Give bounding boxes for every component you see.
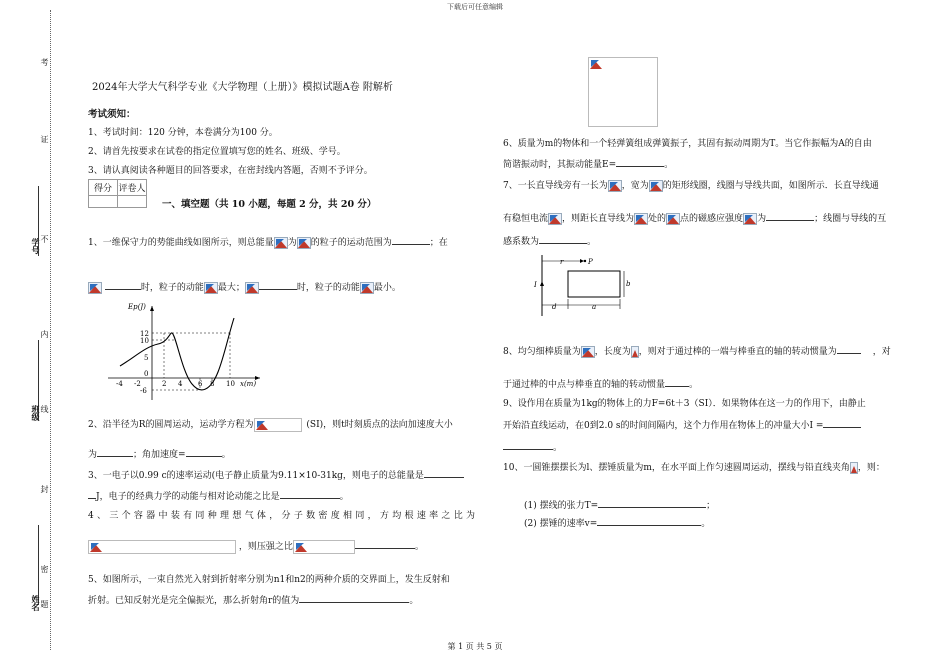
notice-title: 考试须知： bbox=[88, 109, 136, 120]
question-4-line2 bbox=[88, 539, 424, 554]
q10-text-c: (1) 摆线的张力T= bbox=[524, 501, 599, 511]
q7-text-h: 为 bbox=[757, 214, 767, 224]
q6-text-c: 。 bbox=[664, 160, 674, 170]
side-bu: 不 bbox=[40, 235, 49, 243]
q8-text-c: ，则对于通过棒的一端与棒垂直的轴的转动惯量为 bbox=[638, 347, 837, 357]
xuehao-line bbox=[38, 186, 40, 256]
formula-image-icon bbox=[204, 282, 218, 294]
section-heading: 一、填空题（共 10 小题，每题 2 分，共 20 分） bbox=[162, 199, 377, 210]
question-5-line2 bbox=[88, 593, 418, 606]
question-8-line2 bbox=[503, 377, 698, 390]
question-3-line2 bbox=[88, 489, 349, 502]
q5-text-c: 。 bbox=[409, 596, 419, 606]
question-7-line2 bbox=[503, 211, 886, 225]
q8-text-d: ，对 bbox=[872, 347, 891, 357]
q3-text-b: J，电子的经典力学的动能与相对论动能之比是 bbox=[96, 492, 280, 502]
q10-blank-1[interactable] bbox=[598, 498, 706, 508]
q7-text-k: 。 bbox=[587, 237, 597, 247]
formula-image-icon bbox=[631, 346, 639, 358]
formula-image-icon bbox=[254, 418, 302, 432]
q7-text-b: ，宽为 bbox=[621, 181, 649, 191]
ytick: 0 bbox=[144, 370, 149, 378]
question-4: 4、三个容器中装有同种理想气体，分子数密度相同，方均根速率之比为 bbox=[88, 511, 479, 521]
q10-text-e: (2) 摆锤的速率v= bbox=[524, 519, 598, 529]
question-1-line2 bbox=[88, 280, 401, 294]
side-xuehao: 学号 bbox=[31, 238, 41, 254]
q7-text-d: 有稳恒电流 bbox=[503, 214, 549, 224]
formula-image-icon bbox=[274, 237, 288, 249]
side-xingming: 姓名 bbox=[31, 595, 41, 611]
notice-2: 2、请首先按要求在试卷的指定位置填写您的姓名、班级、学号。 bbox=[88, 147, 346, 157]
question-1 bbox=[88, 235, 448, 249]
notice-1: 1、考试时间：120 分钟，本卷满分为100 分。 bbox=[88, 128, 278, 138]
formula-image-icon bbox=[634, 213, 648, 225]
q5-blank-1[interactable] bbox=[299, 593, 409, 603]
q8-blank-1[interactable] bbox=[837, 344, 861, 354]
q3-blank-1b[interactable] bbox=[88, 489, 96, 499]
side-zheng: 证 bbox=[40, 135, 49, 143]
q1-blank-3[interactable] bbox=[259, 280, 297, 290]
top-note: 下载后可任意编辑 bbox=[447, 3, 503, 11]
q7-text-f: 处的 bbox=[648, 214, 667, 224]
page-footer: 第 1 页 共 5 页 bbox=[447, 642, 503, 651]
q7-text-e: ，则距长直导线为 bbox=[562, 214, 635, 224]
q9-blank-1[interactable] bbox=[823, 418, 861, 428]
q7-text-a: 7、一长直导线旁有一长为 bbox=[503, 181, 608, 191]
q8-blank-2[interactable] bbox=[665, 377, 689, 387]
score-cell[interactable] bbox=[89, 196, 118, 208]
formula-image-icon bbox=[850, 462, 858, 474]
q2-blank-1[interactable] bbox=[97, 447, 133, 457]
formula-image-icon bbox=[608, 180, 622, 192]
q1-text-e: 时，粒子的动能 bbox=[140, 283, 204, 293]
xtick: 10 bbox=[226, 380, 235, 388]
question-9: 9、设作用在质量为1kg的物体上的力F=6t＋3（SI）．如果物体在这一力的作用下，由静止 bbox=[503, 399, 866, 409]
xtick: 6 bbox=[198, 380, 203, 388]
question-10 bbox=[503, 460, 885, 474]
q2-text-a: 2、沿半径为R的圆周运动，运动学方程为 bbox=[88, 420, 254, 430]
q10-text-b: ，则： bbox=[857, 463, 885, 473]
side-ti: 题 bbox=[40, 600, 49, 608]
notice-3: 3、请认真阅读各种题目的回答要求，在密封线内答题，否则不予评分。 bbox=[88, 166, 373, 176]
q1-text-b: 为 bbox=[287, 238, 297, 248]
ytick: -6 bbox=[140, 387, 147, 395]
formula-image-icon bbox=[297, 237, 311, 249]
formula-image-icon bbox=[589, 58, 603, 70]
label-r: r bbox=[560, 258, 564, 266]
question-8 bbox=[503, 344, 891, 358]
figure-placeholder bbox=[588, 57, 658, 127]
q4-text-c: 。 bbox=[414, 542, 424, 552]
q6-text-b: 简谐振动时，其振动能量E= bbox=[503, 160, 617, 170]
side-kao: 考 bbox=[40, 58, 49, 66]
question-2-line2 bbox=[88, 447, 231, 460]
label-p: P bbox=[588, 258, 593, 266]
q10-blank-2[interactable] bbox=[597, 516, 701, 526]
q7-blank-1[interactable] bbox=[766, 211, 814, 221]
q6-blank-1[interactable] bbox=[616, 157, 664, 167]
xtick: 2 bbox=[162, 380, 167, 388]
side-banji: 班级 bbox=[31, 405, 41, 421]
formula-image-icon bbox=[245, 282, 259, 294]
question-10-part2 bbox=[524, 516, 710, 529]
q1-text-g: 时，粒子的动能 bbox=[296, 283, 360, 293]
ytick: 10 bbox=[140, 337, 149, 345]
q1-text-d: ；在 bbox=[429, 238, 448, 248]
question-3 bbox=[88, 468, 464, 481]
q2-text-d: ；角加速度= bbox=[133, 450, 186, 460]
q3-blank-2[interactable] bbox=[280, 489, 340, 499]
graph-xlabel: x(m) bbox=[240, 380, 257, 388]
q10-text-d: ； bbox=[706, 501, 716, 511]
label-i: I bbox=[534, 281, 537, 289]
ytick: 12 bbox=[140, 330, 149, 338]
formula-image-icon bbox=[360, 282, 374, 294]
q4-text-b: ，则压强之比 bbox=[238, 542, 293, 552]
page-title: 2024年大学大气科学专业《大学物理（上册）》模拟试题A卷 附解析 bbox=[92, 82, 393, 93]
q1-text-f: 最大； bbox=[217, 283, 245, 293]
q7-text-c: 的矩形线圈，线圈与导线共面，如图所示．长直导线通 bbox=[662, 181, 879, 191]
q7-text-j: 感系数为 bbox=[503, 237, 540, 247]
q3-text-a: 3、一电子以0.99 c的速率运动(电子静止质量为9.11×10-31kg，则电子的总能量是 bbox=[88, 471, 424, 481]
question-5: 5、如图所示，一束自然光入射到折射率分别为n1和n2的两种介质的交界面上，发生反射和 bbox=[88, 575, 450, 585]
q8-text-e: 于通过棒的中点与棒垂直的轴的转动惯量 bbox=[503, 380, 666, 390]
side-mi: 密 bbox=[40, 565, 49, 573]
score-table bbox=[88, 179, 147, 208]
grader-label: 评卷人 bbox=[118, 180, 147, 196]
question-2 bbox=[88, 417, 453, 432]
q8-text-f: 。 bbox=[689, 380, 699, 390]
xtick: 8 bbox=[210, 380, 215, 388]
question-10-part1 bbox=[524, 498, 715, 511]
label-a: a bbox=[592, 303, 597, 311]
q4-blank-1[interactable] bbox=[355, 539, 415, 549]
side-xian: 线 bbox=[40, 405, 49, 413]
question-7-line3 bbox=[503, 234, 596, 247]
q5-text-b: 折射。已知反射光是完全偏振光，那么折射角r的值为 bbox=[88, 596, 300, 606]
question-6-line2 bbox=[503, 157, 673, 170]
q9-text-b: 开始沿直线运动，在0到2.0 s的时间间隔内，这个力作用在物体上的冲量大小I = bbox=[503, 421, 824, 431]
q10-text-a: 10、一圆锥摆摆长为l、摆锤质量为m，在水平面上作匀速圆周运动，摆线与铅直线夹角 bbox=[503, 463, 850, 473]
formula-image-icon bbox=[88, 540, 236, 554]
xtick: -4 bbox=[116, 380, 123, 388]
formula-image-icon bbox=[666, 213, 680, 225]
question-9-line2 bbox=[503, 418, 861, 431]
q3-text-c: 。 bbox=[339, 492, 349, 502]
q3-blank-1[interactable] bbox=[424, 468, 464, 478]
xtick: 4 bbox=[178, 380, 183, 388]
formula-image-icon bbox=[548, 213, 562, 225]
label-d: d bbox=[552, 303, 557, 311]
q7-text-g: 点的磁感应强度 bbox=[680, 214, 744, 224]
q8-text-b: ，长度为 bbox=[594, 347, 631, 357]
q2-text-e: 。 bbox=[221, 450, 231, 460]
q9-text-c: 。 bbox=[553, 443, 563, 453]
q7-blank-2[interactable] bbox=[539, 234, 587, 244]
q2-blank-2[interactable] bbox=[186, 447, 222, 457]
q10-text-f: 。 bbox=[701, 519, 711, 529]
q9-blank-1b[interactable] bbox=[503, 440, 553, 450]
wire-loop-diagram bbox=[530, 253, 640, 318]
q1-blank-1[interactable] bbox=[392, 235, 430, 245]
binding-line bbox=[50, 10, 51, 650]
q2-text-b: (SI)，则t时刻质点的法向加速度大小 bbox=[306, 420, 453, 430]
xtick: -2 bbox=[134, 380, 141, 388]
question-6: 6、质量为m的物体和一个轻弹簧组成弹簧振子，其固有振动周期为T。当它作振幅为A的自由 bbox=[503, 139, 872, 149]
potential-energy-graph bbox=[100, 302, 265, 402]
ytick: 5 bbox=[144, 354, 149, 362]
side-feng: 封 bbox=[40, 485, 49, 493]
q7-text-i: ；线圈与导线的互 bbox=[814, 214, 887, 224]
q1-text-h: 最小。 bbox=[373, 283, 401, 293]
formula-image-icon bbox=[743, 213, 757, 225]
label-b: b bbox=[626, 280, 631, 288]
q1-text-c: 的粒子的运动范围为 bbox=[310, 238, 392, 248]
graph-ylabel: Ep(J) bbox=[128, 303, 146, 311]
formula-image-icon bbox=[88, 282, 102, 294]
q8-text-a: 8、均匀细棒质量为 bbox=[503, 347, 581, 357]
question-7 bbox=[503, 178, 879, 192]
q1-text-a: 1、一维保守力的势能曲线如图所示，则总能量 bbox=[88, 238, 274, 248]
formula-image-icon bbox=[649, 180, 663, 192]
side-nei: 内 bbox=[40, 330, 49, 338]
grader-cell[interactable] bbox=[118, 196, 147, 208]
formula-image-icon bbox=[581, 346, 595, 358]
score-label: 得分 bbox=[89, 180, 118, 196]
q2-text-c: 为 bbox=[88, 450, 98, 460]
question-9-line3 bbox=[503, 440, 562, 453]
formula-image-icon bbox=[293, 540, 355, 554]
q1-blank-2[interactable] bbox=[105, 280, 141, 290]
